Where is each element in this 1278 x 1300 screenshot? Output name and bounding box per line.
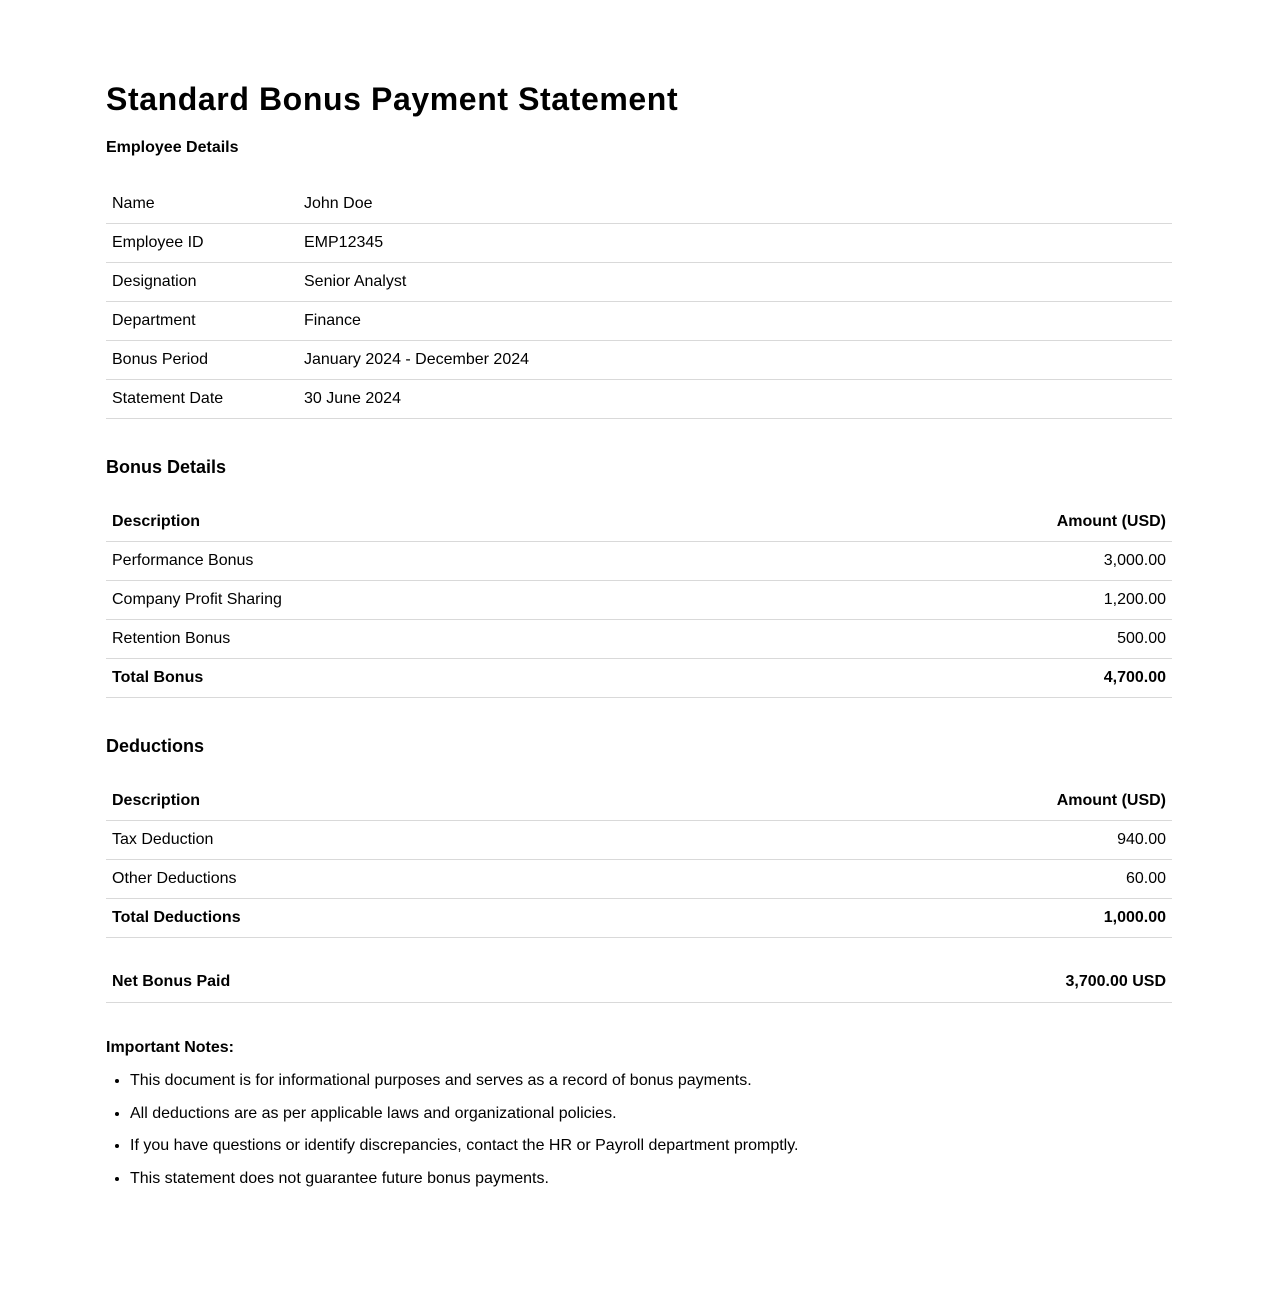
total-deductions-row (106, 899, 1172, 938)
deduction-amount: 60.00 (678, 860, 1172, 899)
table-row (106, 224, 1172, 263)
bonus-period-label: Bonus Period (106, 341, 298, 380)
total-bonus-label: Total Bonus (106, 659, 745, 698)
bonus-description-header: Description (106, 503, 745, 542)
statement-date-label: Statement Date (106, 380, 298, 419)
list-item: • If you have questions or identify discrepancies, contact the HR or Payroll department promptly. (130, 1136, 1172, 1156)
total-bonus-amount: 4,700.00 (745, 659, 1172, 698)
table-row (106, 380, 1172, 419)
net-bonus-table (106, 962, 1172, 1003)
table-header-row (106, 503, 1172, 542)
designation-value: Senior Analyst (298, 263, 1172, 302)
table-row (106, 341, 1172, 380)
total-bonus-row (106, 659, 1172, 698)
employee-name-value: John Doe (298, 185, 1172, 224)
bonus-description: Company Profit Sharing (106, 581, 745, 620)
net-bonus-amount: 3,700.00 USD (678, 962, 1172, 1003)
deduction-description: Tax Deduction (106, 821, 678, 860)
table-row (106, 185, 1172, 224)
bonus-period-value: January 2024 - December 2024 (298, 341, 1172, 380)
net-bonus-label: Net Bonus Paid (106, 962, 678, 1003)
table-header-row (106, 782, 1172, 821)
statement-page (106, 0, 1172, 1189)
table-row (106, 821, 1172, 860)
employee-id-value: EMP12345 (298, 224, 1172, 263)
bonus-details-heading: Bonus Details (106, 457, 227, 477)
bonus-amount: 1,200.00 (745, 581, 1172, 620)
bonus-description: Retention Bonus (106, 620, 745, 659)
list-item: • This statement does not guarantee future bonus payments. (130, 1169, 1172, 1189)
important-notes-heading: Important Notes: (106, 1039, 234, 1056)
bonus-amount-header: Amount (USD) (745, 503, 1172, 542)
bonus-amount: 3,000.00 (745, 542, 1172, 581)
employee-id-label: Employee ID (106, 224, 298, 263)
deduction-amount: 940.00 (678, 821, 1172, 860)
table-row (106, 581, 1172, 620)
total-deductions-amount: 1,000.00 (678, 899, 1172, 938)
deductions-table (106, 782, 1172, 938)
deduction-description: Other Deductions (106, 860, 678, 899)
department-value: Finance (298, 302, 1172, 341)
deduction-description-header: Description (106, 782, 678, 821)
table-row (106, 263, 1172, 302)
total-deductions-label: Total Deductions (106, 899, 678, 938)
table-row (106, 542, 1172, 581)
page-title: Standard Bonus Payment Statement (106, 81, 679, 117)
deductions-heading: Deductions (106, 736, 205, 756)
list-item: • This document is for informational purposes and serves as a record of bonus payments. (130, 1071, 1172, 1091)
bonus-description: Performance Bonus (106, 542, 745, 581)
employee-details-table (106, 185, 1172, 419)
table-row (106, 302, 1172, 341)
statement-date-value: 30 June 2024 (298, 380, 1172, 419)
employee-name-label: Name (106, 185, 298, 224)
department-label: Department (106, 302, 298, 341)
bonus-details-table (106, 503, 1172, 698)
designation-label: Designation (106, 263, 298, 302)
bonus-amount: 500.00 (745, 620, 1172, 659)
table-row (106, 620, 1172, 659)
net-bonus-row (106, 962, 1172, 1003)
notes-list (106, 1071, 1172, 1189)
list-item: • All deductions are as per applicable laws and organizational policies. (130, 1104, 1172, 1124)
table-row (106, 860, 1172, 899)
deduction-amount-header: Amount (USD) (678, 782, 1172, 821)
employee-details-heading: Employee Details (106, 139, 239, 156)
